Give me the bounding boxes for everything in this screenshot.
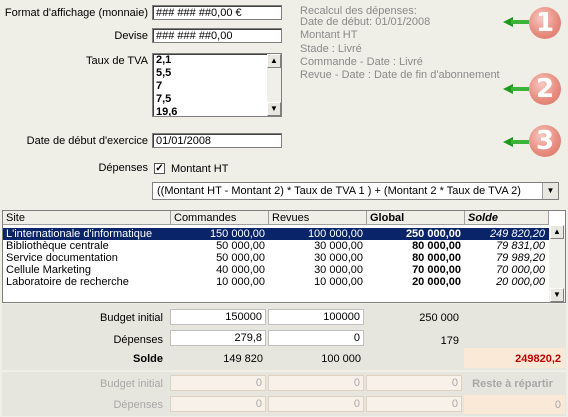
scroll-up-icon[interactable]: ▲ xyxy=(267,54,281,68)
amount-ht-label: Montant HT xyxy=(171,163,229,175)
vat-listbox[interactable] xyxy=(152,53,282,117)
expenses-global-value: 179 xyxy=(440,335,459,347)
col-header-solde[interactable]: Solde xyxy=(465,211,549,225)
cell-solde: 249 820,20 xyxy=(489,228,545,240)
budget-revues-input[interactable]: 100000 xyxy=(268,309,364,325)
expenses2-global-input[interactable]: 0 xyxy=(366,396,462,412)
info-line: Montant HT xyxy=(300,29,358,41)
cell-solde: 79 989,20 xyxy=(496,252,545,264)
cell-commandes: 150 000,00 xyxy=(209,228,265,240)
balance-label: Solde xyxy=(133,353,163,365)
arrow-3-icon xyxy=(503,137,529,147)
vat-scrollbar[interactable] xyxy=(267,54,281,116)
table-row[interactable] xyxy=(3,264,549,276)
expenses-revues-input[interactable]: 0 xyxy=(268,330,364,346)
cell-site: Service documentation xyxy=(6,252,118,264)
col-header-site[interactable]: Site xyxy=(3,211,171,225)
scroll-up-icon[interactable]: ▲ xyxy=(550,225,564,239)
budget-commandes-input[interactable]: 150000 xyxy=(170,309,266,325)
vat-rate-item[interactable]: 7,5 xyxy=(156,93,172,105)
fiscal-start-field[interactable]: 01/01/2008 xyxy=(152,133,282,148)
display-format-field[interactable]: ### ### ##0,00 € xyxy=(152,5,282,20)
cell-revues: 30 000,00 xyxy=(314,264,363,276)
budget2-commandes-input[interactable]: 0 xyxy=(170,375,266,391)
table-row[interactable] xyxy=(3,228,549,240)
col-header-global[interactable]: Global xyxy=(367,211,465,225)
budget-initial-label-2: Budget initial xyxy=(100,378,163,390)
budget2-revues-input[interactable]: 0 xyxy=(268,375,364,391)
scroll-down-icon[interactable]: ▼ xyxy=(550,288,564,302)
balance-commandes-value: 149 820 xyxy=(223,353,263,365)
budget-initial-label: Budget initial xyxy=(100,312,163,324)
table-row[interactable] xyxy=(3,240,549,252)
table-row[interactable] xyxy=(3,252,549,264)
cell-commandes: 40 000,00 xyxy=(216,264,265,276)
arrow-2-icon xyxy=(503,84,529,94)
info-line: Revue - Date : Date de fin d'abonnement xyxy=(300,69,500,81)
cell-commandes: 50 000,00 xyxy=(216,252,265,264)
expenses-label: Dépenses xyxy=(98,162,148,174)
vat-rate-item[interactable]: 7 xyxy=(156,80,163,92)
info-line: Commande - Date : Livré xyxy=(300,56,423,68)
cell-global: 250 000,00 xyxy=(405,228,461,240)
cell-global: 20 000,00 xyxy=(412,276,461,288)
cell-solde: 20 000,00 xyxy=(496,276,545,288)
cell-site: Laboratoire de recherche xyxy=(6,276,129,288)
budget-global-value: 250 000 xyxy=(419,312,459,324)
vat-rate-item[interactable]: 5,5 xyxy=(156,67,172,79)
vat-rate-item[interactable]: 2,1 xyxy=(156,54,172,66)
vat-label: Taux de TVA xyxy=(86,55,148,67)
expenses-commandes-input[interactable]: 279,8 xyxy=(170,330,266,346)
cell-revues: 100 000,00 xyxy=(307,228,363,240)
budget-table[interactable] xyxy=(2,210,566,303)
cell-global: 70 000,00 xyxy=(412,264,461,276)
balance-revues-value: 100 000 xyxy=(321,353,361,365)
budget2-global-input[interactable]: 0 xyxy=(366,375,462,391)
amount-ht-checkbox[interactable]: ✓ xyxy=(155,163,164,174)
vat-rate-item[interactable]: 19,6 xyxy=(156,106,178,117)
expenses2-revues-input[interactable]: 0 xyxy=(268,396,364,412)
cell-commandes: 10 000,00 xyxy=(216,276,265,288)
info-line: Recalcul des dépenses: xyxy=(300,5,417,17)
scroll-down-icon[interactable]: ▼ xyxy=(267,102,281,116)
cell-site: L'internationale d'informatique xyxy=(6,228,153,240)
remaining-value: 0 xyxy=(554,399,561,411)
cell-commandes: 50 000,00 xyxy=(216,240,265,252)
cell-solde: 79 831,00 xyxy=(496,240,545,252)
expenses2-commandes-input[interactable]: 0 xyxy=(170,396,266,412)
col-header-revues[interactable]: Revues xyxy=(269,211,367,225)
arrow-1-icon xyxy=(503,17,529,27)
col-header-commandes[interactable]: Commandes xyxy=(171,211,269,225)
display-format-label: Format d'affichage (monnaie) xyxy=(4,7,148,19)
table-row[interactable] xyxy=(3,276,549,288)
currency-field[interactable]: ### ### ##0,00 xyxy=(152,28,282,43)
cell-global: 80 000,00 xyxy=(412,252,461,264)
cell-solde: 70 000,00 xyxy=(496,264,545,276)
fiscal-start-label: Date de début d'exercice xyxy=(26,135,148,147)
expenses-row-label-2: Dépenses xyxy=(113,399,163,411)
remaining-label: Reste à répartir xyxy=(472,378,553,390)
formula-select[interactable] xyxy=(152,182,559,200)
badge-3: 3 xyxy=(529,125,561,157)
cell-site: Cellule Marketing xyxy=(6,264,91,276)
info-line: Date de début: 01/01/2008 xyxy=(300,16,431,28)
badge-2: 2 xyxy=(529,73,561,105)
info-line: Stade : Livré xyxy=(300,43,362,55)
chevron-down-icon[interactable]: ▼ xyxy=(542,183,558,199)
table-scrollbar[interactable] xyxy=(549,225,565,302)
currency-label: Devise xyxy=(114,30,148,42)
expenses-row-label: Dépenses xyxy=(113,334,163,346)
formula-value: ((Montant HT - Montant 2) * Taux de TVA 1 ) + (Montant 2 * Taux de TVA 2) xyxy=(157,185,521,197)
cell-revues: 10 000,00 xyxy=(314,276,363,288)
cell-revues: 30 000,00 xyxy=(314,240,363,252)
badge-1: 1 xyxy=(529,7,561,39)
cell-site: Bibliothèque centrale xyxy=(6,240,109,252)
cell-global: 80 000,00 xyxy=(412,240,461,252)
balance-solde-value: 249820,2 xyxy=(515,353,561,365)
cell-revues: 30 000,00 xyxy=(314,252,363,264)
